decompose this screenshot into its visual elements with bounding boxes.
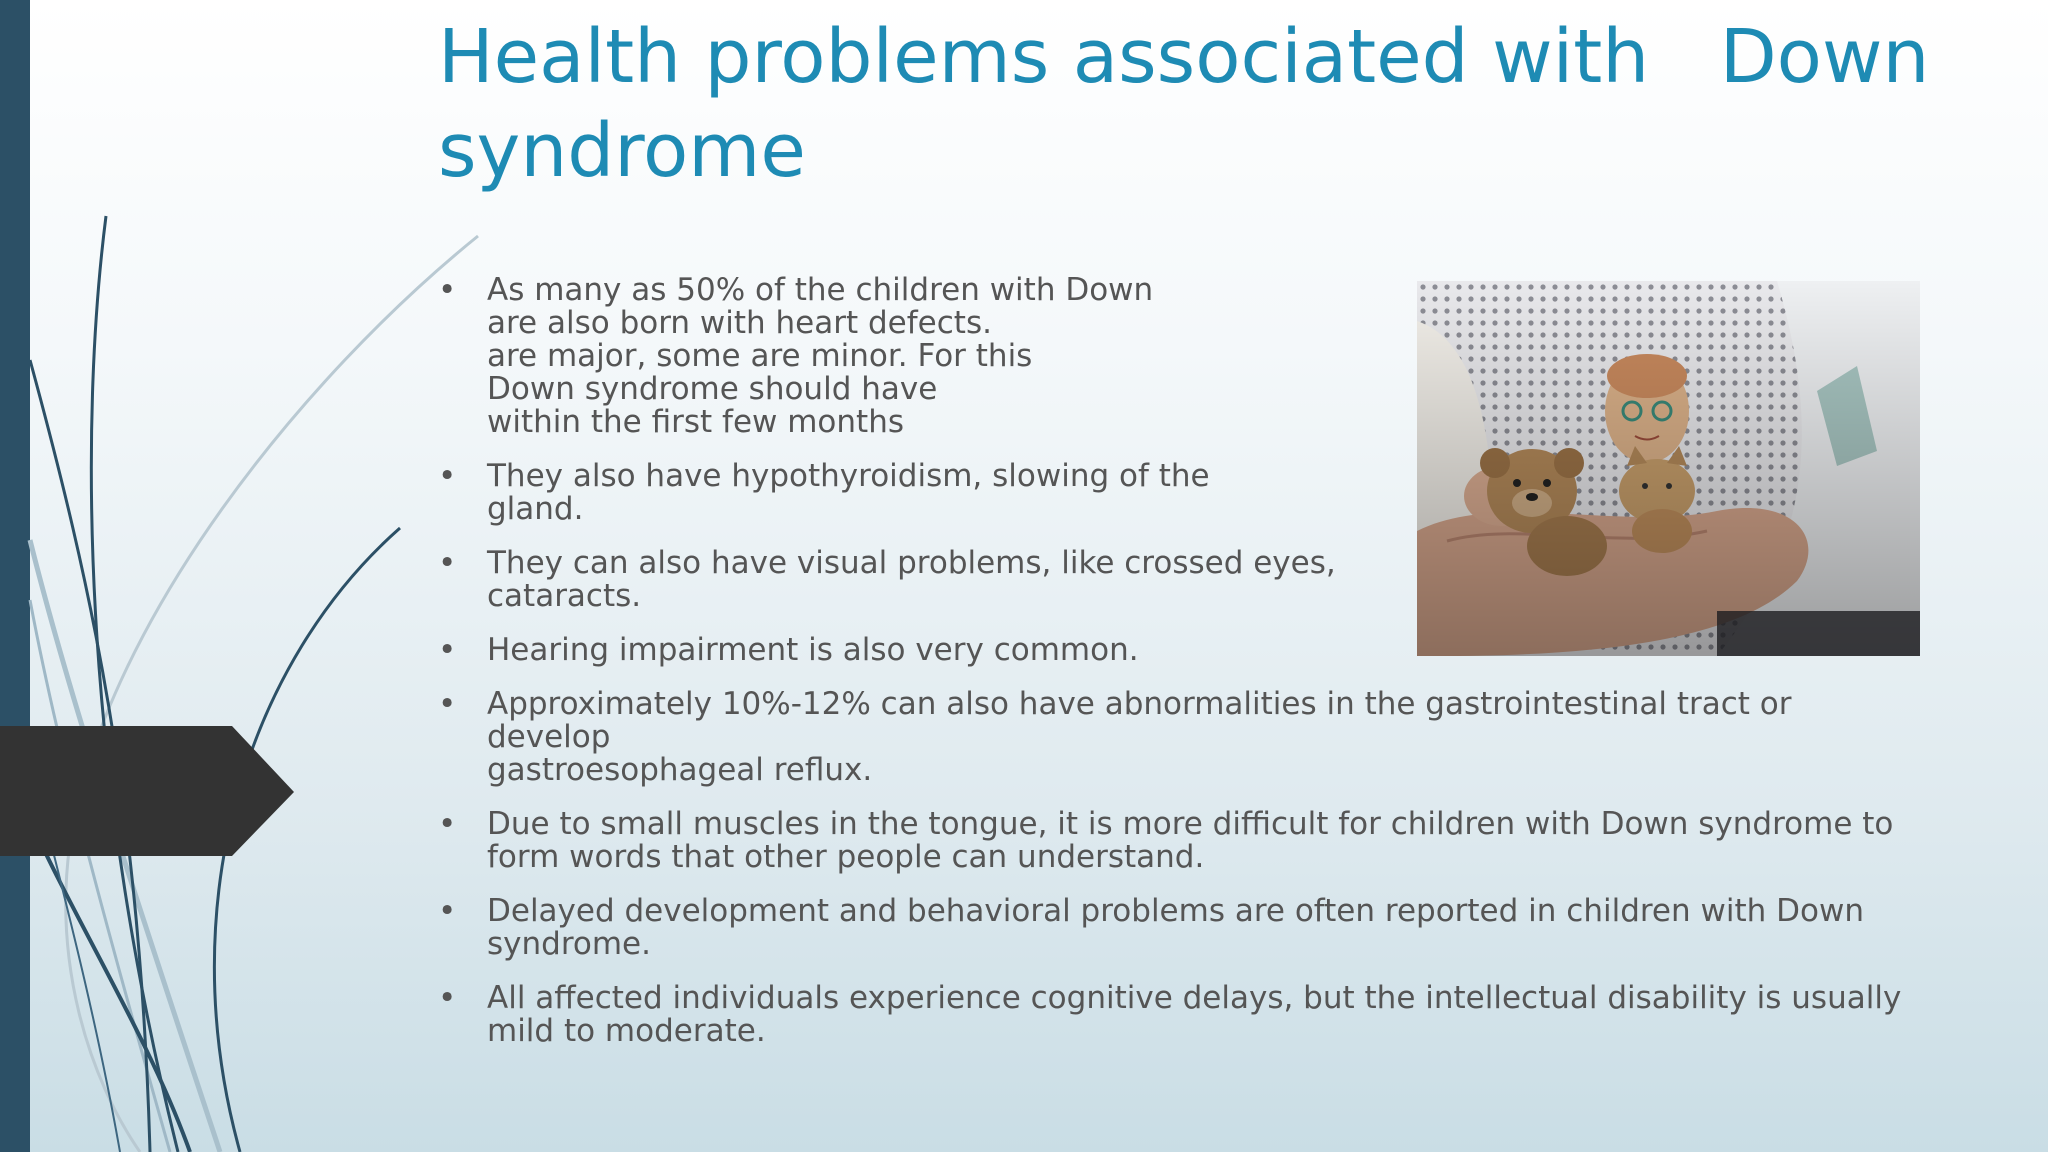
bullet-hearing: • Hearing impairment is also very common. (438, 634, 1337, 667)
bullet-speech: • Due to small muscles in the tongue, it is more difficult for children with Down syndrome to form words that other people can understand. (438, 808, 1908, 874)
bullet-cognitive: • All affected individuals experience cognitive delays, but the intellectual disability is usually mild to moderate. (438, 982, 1908, 1048)
bullet-hypothyroidism: • They also have hypothyroidism, slowing of the gland. (438, 460, 1337, 526)
bullet-development: • Delayed development and behavioral problems are often reported in children with Down syndrome. (438, 895, 1908, 961)
bullet-heart-defects: • As many as 50% of the children with Down are also born with heart defects. are major, some are minor. For this Down syndrome should have within the first few months (438, 274, 1337, 439)
child-with-toys-photo (1417, 281, 1920, 656)
arrow-banner (0, 726, 294, 856)
bullet-visual-problems: • They can also have visual problems, like crossed eyes, cataracts. (438, 547, 1337, 613)
slide-title: Health problems associated with Down syndrome (438, 14, 1953, 194)
left-accent-bar (0, 0, 30, 1152)
bullet-gastrointestinal: • Approximately 10%-12% can also have abnormalities in the gastrointestinal tract or develop gastroesophageal reflux. (438, 688, 1908, 787)
